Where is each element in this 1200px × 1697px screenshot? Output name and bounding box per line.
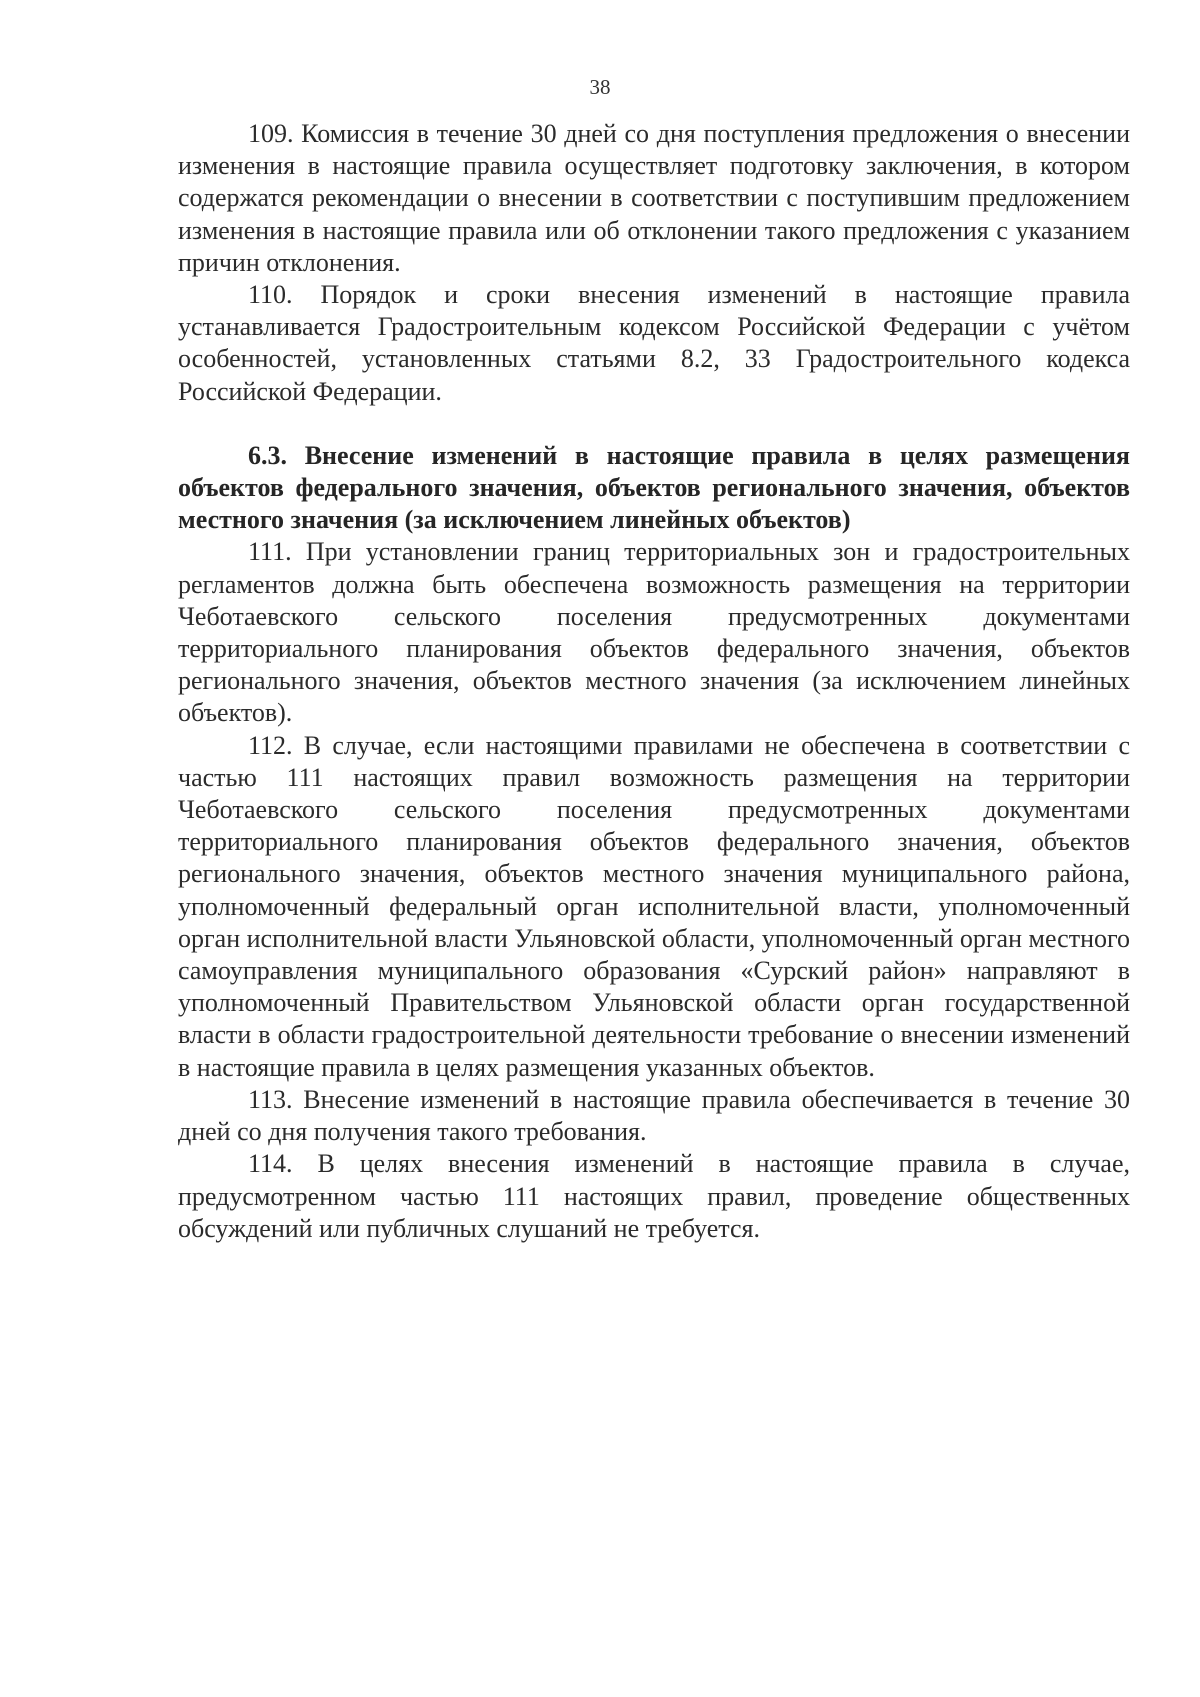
paragraph-113: 113. Внесение изменений в настоящие правила обеспечивается в течение 30 дней со дня получения такого требования. [178,1084,1130,1147]
paragraph-111: 111. При установлении границ территориальных зон и градостроительных регламентов должна быть обеспечена возможность размещения на территории Чеботаевского сельского поселения предусмотренных документами территориального планирования объектов федерального значения, объектов регионального значения, объектов местного значения (за исключением линейных объектов). [178,537,1130,728]
paragraph-109: 109. Комиссия в течение 30 дней со дня поступления предложения о внесении изменения в настоящие правила осуществляет подготовку заключения, в котором содержатся рекомендации о внесении в соответствии с поступившим предложением изменения в настоящие правила или об отклонении такого предложения с указанием причин отклонения. [178,119,1130,277]
paragraph-114: 114. В целях внесения изменений в настоящие правила в случае, предусмотренном частью 111 настоящих правил, проведение общественных обсуждений или публичных слушаний не требуется. [178,1149,1130,1243]
paragraph-110: 110. Порядок и сроки внесения изменений в настоящие правила устанавливается Градостроительным кодексом Российской Федерации с учётом особенностей, установленных статьями 8.2, 33 Градостроительного кодекса Российской Федерации. [178,280,1130,406]
page-number: 38 [589,75,611,99]
document-body [178,118,1130,1245]
paragraph-112: 112. В случае, если настоящими правилами не обеспечена в соответствии с частью 111 настоящих правил возможность размещения на территории Чеботаевского сельского поселения предусмотренных документами территориального планирования объектов федерального значения, объектов регионального значения, объектов местного значения муниципального района, уполномоченный федеральный орган исполнительной власти, уполномоченный орган исполнительной власти Ульяновской области, уполномоченный орган местного самоуправления муниципального образования «Сурский район» направляют в уполномоченный Правительством Ульяновской области орган государственной власти в области градостроительной деятельности требование о внесении изменений в настоящие правила в целях размещения указанных объектов. [178,730,1130,1082]
section-heading-6-3: 6.3. Внесение изменений в настоящие правила в целях размещения объектов федерального значения, объектов регионального значения, объектов местного значения (за исключением линейных объектов) [178,440,1130,535]
